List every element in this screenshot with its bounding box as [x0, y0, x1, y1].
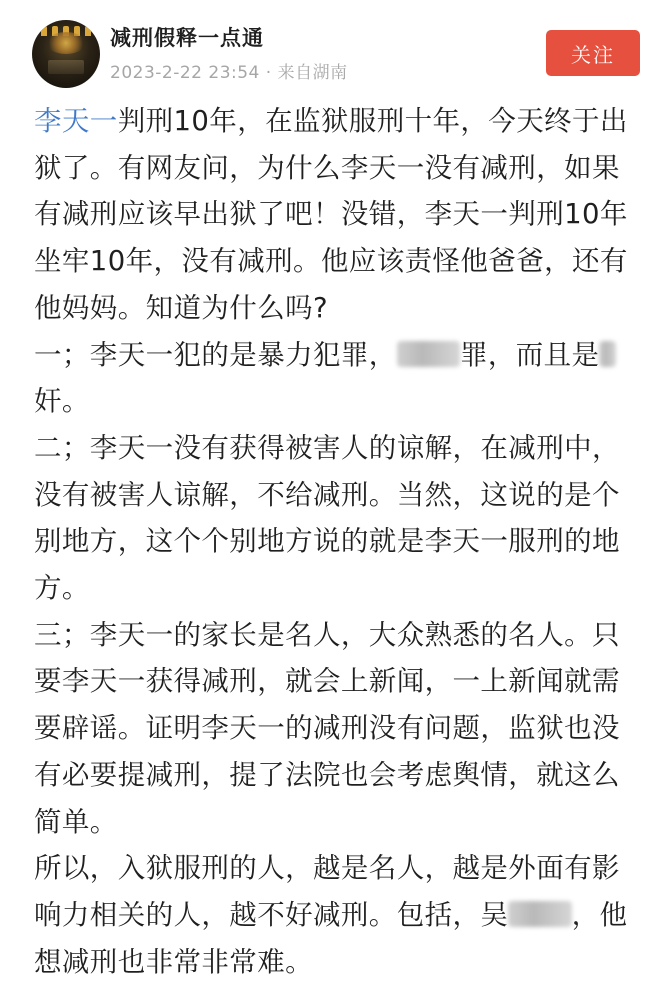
author-avatar[interactable]	[32, 20, 100, 88]
paragraph-conclusion	[34, 845, 634, 985]
post-meta: 2023-2-22 23:54 · 来自湖南	[110, 63, 348, 83]
blurred-text	[508, 901, 571, 927]
paragraph-reason-1	[34, 332, 634, 425]
blurred-text	[599, 341, 616, 367]
reason-1-text-a: 一；李天一犯的是暴力犯罪，	[34, 338, 397, 371]
paragraph-reason-3: 三；李天一的家长是名人，大众熟悉的名人。只要李天一获得减刑，就会上新闻，一上新闻就需要辟谣。证明李天一的减刑没有问题，监狱也没有必要提减刑，提了法院也会考虑舆情，就这么简单。	[34, 618, 620, 838]
paragraph-intro	[34, 98, 634, 332]
conclusion-text-a: 所以，入狱服刑的人，越是名人，越是外面有影响力相关的人，越不好减刑。包括，吴	[34, 852, 620, 931]
paragraph-intro-text: 判刑10年，在监狱服刑十年，今天终于出狱了。有网友问，为什么李天一没有减刑，如果有减刑应该早出狱了吧！没错，李天一判刑10年坐牢10年，没有减刑。他应该责怪他爸爸，还有他妈妈。知道为什么吗?	[34, 105, 628, 324]
conclusion-text-b: ，他想减刑也非常非常难。	[34, 898, 628, 978]
avatar-sparkle-decoration	[46, 32, 86, 54]
mention-link[interactable]: 李天一	[34, 105, 118, 137]
follow-button[interactable]: 关注	[546, 30, 640, 76]
paragraph-reason-2: 二；李天一没有获得被害人的谅解，在减刑中，没有被害人谅解，不给减刑。当然，这说的是个别地方，这个个别地方说的就是李天一服刑的地方。	[34, 431, 620, 605]
post-content	[34, 98, 634, 985]
blurred-text	[397, 341, 460, 367]
reason-1-text-c: 奸。	[34, 385, 90, 418]
reason-1-text-b: 罪，而且是	[459, 338, 600, 371]
avatar-text-decoration	[48, 60, 84, 74]
post-header	[0, 0, 665, 92]
author-name[interactable]: 减刑假释一点通	[110, 26, 264, 50]
